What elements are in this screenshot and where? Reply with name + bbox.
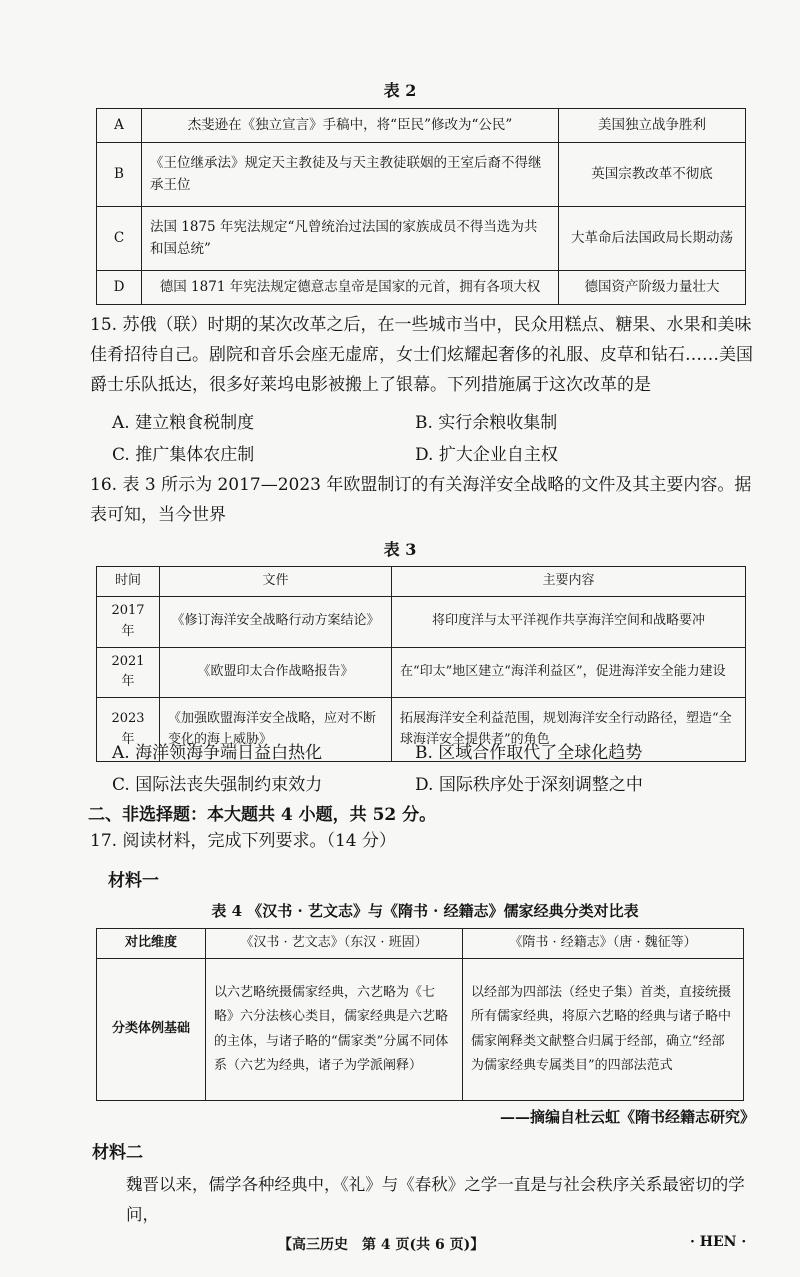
row-content: 德国 1871 年宪法规定德意志皇帝是国家的元首，拥有各项大权: [142, 271, 559, 305]
table4: [96, 928, 744, 1101]
header-hanshu: 《汉书 · 艺文志》（东汉 · 班固）: [206, 929, 463, 959]
table-row: [97, 207, 746, 271]
option-b: B. 实行余粮收集制: [415, 413, 558, 433]
table3-caption: 表 3: [383, 540, 417, 559]
row-year: 2023 年: [97, 698, 160, 762]
option-d: D. 国际秩序处于深刻调整之中: [415, 775, 643, 795]
header-time: 时间: [97, 567, 160, 597]
table-row: [97, 959, 744, 1101]
material-1-label: 材料一: [108, 871, 159, 891]
option-c: C. 推广集体农庄制: [112, 445, 255, 465]
row-doc: 《修订海洋安全战略行动方案结论》: [160, 597, 392, 648]
row-key: D: [97, 271, 142, 305]
header-content: 主要内容: [392, 567, 746, 597]
question-17-stem: 17. 阅读材料，完成下列要求。（14 分）: [90, 831, 396, 851]
row-doc: 《加强欧盟海洋安全战略，应对不断变化的海上威胁》: [160, 698, 392, 762]
row-content: 法国 1875 年宪法规定“凡曾统治过法国的家族成员不得当选为共和国总统”: [142, 207, 559, 271]
table4-caption: 表 4 《汉书 · 艺文志》与《隋书 · 经籍志》儒家经典分类对比表: [211, 902, 639, 920]
row-content: 拓展海洋安全利益范围，规划海洋安全行动路径，塑造“全球海洋安全提供者”的角色: [392, 698, 746, 762]
question-16-stem: 16. 表 3 所示为 2017—2023 年欧盟制订的有关海洋安全战略的文件及其主要内容。据表可知，当今世界: [90, 475, 752, 525]
option-b: B. 区域合作取代了全球化趋势: [415, 743, 643, 763]
row-key: C: [97, 207, 142, 271]
row-content: 将印度洋与太平洋视作共享海洋空间和战略要冲: [392, 597, 746, 648]
table-row: [97, 109, 746, 143]
footer-code: · HEN ·: [690, 1234, 747, 1250]
material-2-label: 材料二: [92, 1143, 143, 1163]
material-2-text: 魏晋以来，儒学各种经典中，《礼》与《春秋》之学一直是与社会秩序关系最密切的学问，: [126, 1175, 745, 1224]
source-citation: ——摘编自杜云虹《隋书经籍志研究》: [499, 1108, 755, 1126]
row-result: 大革命后法国政局长期动荡: [559, 207, 746, 271]
table-header-row: [97, 567, 746, 597]
row-content: 在“印太”地区建立“海洋利益区”，促进海洋安全能力建设: [392, 647, 746, 698]
table-row: [97, 271, 746, 305]
hanshu-content: 以六艺略统摄儒家经典，六艺略为《七略》六分法核心类目，儒家经典是六艺略的主体，与诸子略的“儒家类”分属不同体系（六艺为经典，诸子为学派阐释）: [206, 959, 463, 1101]
header-suishu: 《隋书 · 经籍志》（唐 · 魏征等）: [463, 929, 744, 959]
section-heading: 二、非选择题：本大题共 4 小题，共 52 分。: [88, 805, 437, 825]
row-year: 2017 年: [97, 597, 160, 648]
question-15-stem: 15. 苏俄（联）时期的某次改革之后，在一些城市当中，民众用糕点、糖果、水果和美味佳肴招待自己。剧院和音乐会座无虚席，女士们炫耀起奢侈的礼服、皮草和钻石……美国爵士乐队抵达，很多好莱坞电影被搬上了银幕。下列措施属于这次改革的是: [90, 315, 753, 395]
row-label: 分类体例基础: [97, 959, 206, 1101]
header-dimension: 对比维度: [97, 929, 206, 959]
row-content: 《王位继承法》规定天主教徒及与天主教徒联姻的王室后裔不得继承王位: [142, 143, 559, 207]
page-footer: 【高三历史 第 4 页(共 6 页)】: [278, 1237, 485, 1253]
table-header-row: [97, 929, 744, 959]
option-d: D. 扩大企业自主权: [415, 445, 558, 465]
table3: [96, 566, 746, 762]
row-content: 杰斐逊在《独立宣言》手稿中，将“臣民”修改为“公民”: [142, 109, 559, 143]
row-doc: 《欧盟印太合作战略报告》: [160, 647, 392, 698]
suishu-content: 以经部为四部法（经史子集）首类，直接统摄所有儒家经典，将原六艺略的经典与诸子略中儒家阐释类文献整合归属于经部，确立“经部为儒家经典专属类目”的四部法范式: [463, 959, 744, 1101]
option-c: C. 国际法丧失强制约束效力: [112, 775, 323, 795]
row-key: A: [97, 109, 142, 143]
option-a: A. 海洋领海争端日益白热化: [112, 743, 323, 763]
row-result: 美国独立战争胜利: [559, 109, 746, 143]
row-result: 德国资产阶级力量壮大: [559, 271, 746, 305]
row-key: B: [97, 143, 142, 207]
table-row: [97, 597, 746, 648]
row-result: 英国宗教改革不彻底: [559, 143, 746, 207]
table-row: [97, 647, 746, 698]
table2: [96, 108, 746, 305]
option-a: A. 建立粮食税制度: [112, 413, 255, 433]
row-year: 2021 年: [97, 647, 160, 698]
table-row: [97, 143, 746, 207]
header-doc: 文件: [160, 567, 392, 597]
table2-caption: 表 2: [383, 81, 417, 100]
